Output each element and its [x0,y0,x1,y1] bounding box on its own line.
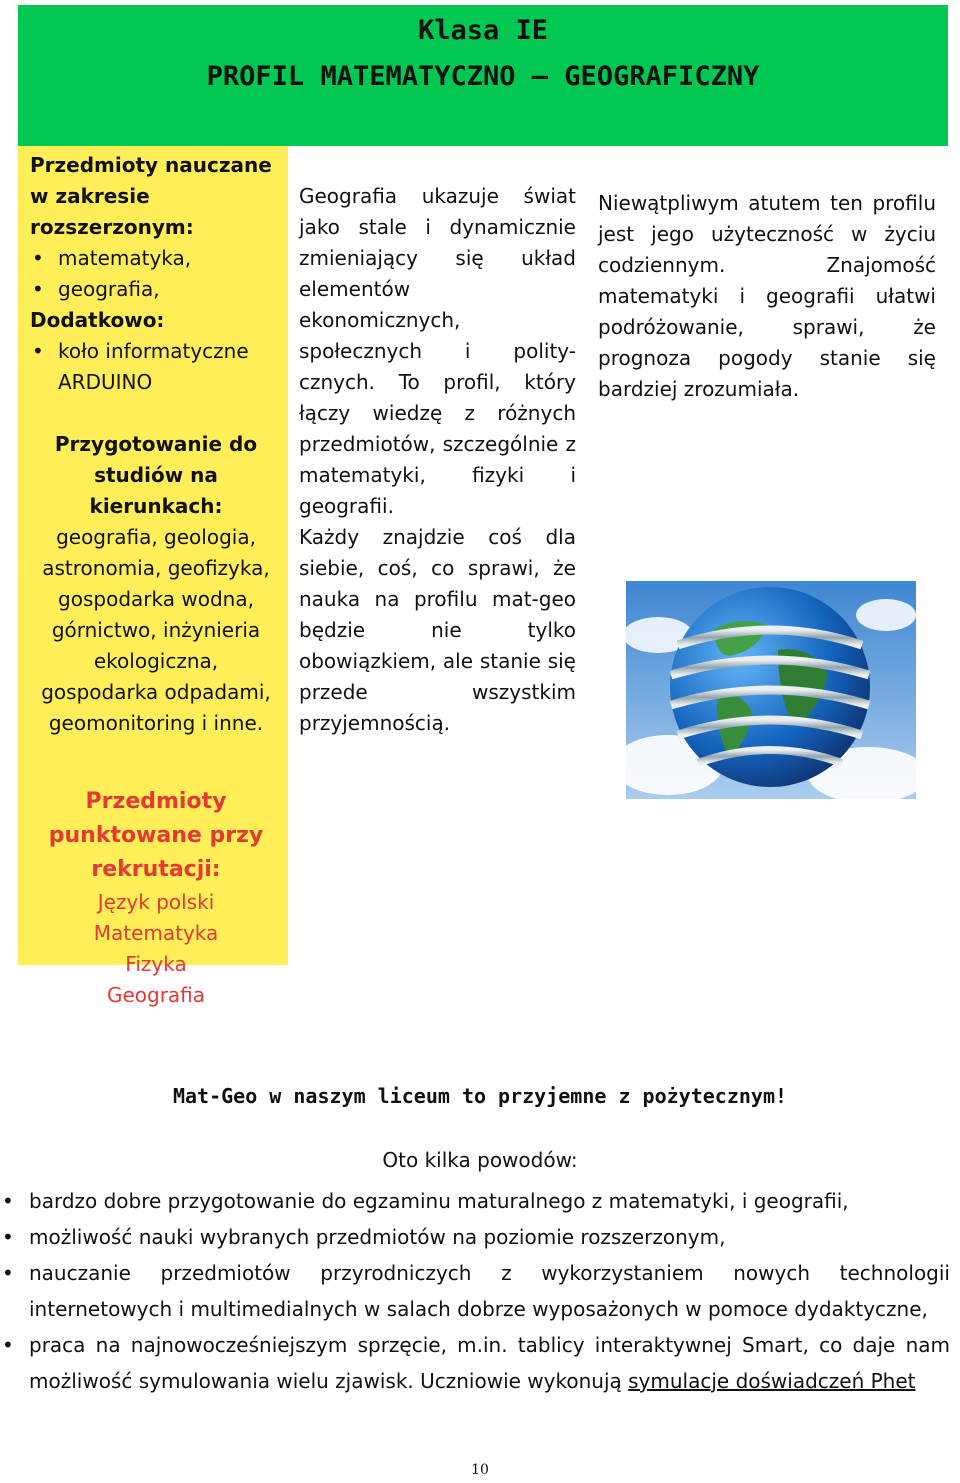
list-item [0,1327,950,1399]
recruit-heading-2: punktowane przy [48,823,264,848]
description-column [299,181,576,739]
class-title: Klasa IE [417,15,549,46]
recruit-subject: Język polski [97,890,215,914]
cloud-shape [856,599,916,631]
studies-item: górnictwo, inżynieria [51,618,261,642]
recruit-subject: Matematyka [93,921,219,945]
list-item: • możliwość nauki wybranych przedmiotów na poziomie rozszerzonym, [0,1219,950,1255]
sidebar-content [30,150,282,1011]
recruit-subject: Geografia [106,983,206,1007]
reasons-list [0,1183,950,1399]
studies-heading-1: Przygotowanie do [54,432,258,456]
advantage-column [598,188,936,405]
extra-item-line1: koło informatyczne [58,339,249,363]
list-item: • matematyka, [30,243,282,274]
recruit-heading-1: Przedmioty [85,789,227,814]
description-paragraph-1: Geografia ukazuje świat jako stale i dynamicznie zmieniający się układ elementów ekonomicznych, społecznych i polity-cznych. To profil, który łączy wiedzę z różnych przedmiotów, szczególnie z matematyki, fizyki i geografii. [299,184,576,518]
profile-title: PROFIL MATEMATYCZNO – GEOGRAFICZNY [206,61,760,92]
studies-item: geografia, geologia, [56,525,256,549]
extended-heading-1: Przedmioty nauczane [30,153,272,177]
studies-item: geomonitoring i inne. [48,711,264,735]
phet-link[interactable]: symulacje doświadczeń Phet [628,1369,916,1393]
extra-item-line2: ARDUINO [58,370,153,394]
extra-heading: Dodatkowo: [30,308,165,332]
studies-heading-2: studiów na kierunkach: [89,463,223,518]
list-item: • bardzo dobre przygotowanie do egzaminu maturalnego z matematyki, i geografii, [0,1183,950,1219]
reason4-text: praca na najnowocześniejszym sprzęcie, m.in. tablicy interaktywnej Smart, co daje nam możliwość symulowania wielu zjawisk. Uczniowie wykonują [29,1333,950,1393]
list-item: • nauczanie przedmiotów przyrodniczych z wykorzystaniem nowych technologii internetowych i multimedialnych w salach dobrze wyposażonych w pomoce dydaktyczne, [0,1255,950,1327]
extended-heading-2: w zakresie [30,184,150,208]
list-item [30,336,282,398]
header-banner [18,5,948,146]
reasons-heading: Oto kilka powodów: [382,1148,578,1172]
recruit-heading-3: rekrutacji: [91,857,221,882]
globe-image [618,575,920,807]
tagline: Mat-Geo w naszym liceum to przyjemne z pożytecznym! [172,1084,788,1108]
advantage-paragraph: Niewątpliwym atutem ten profilu jest jego użyteczność w życiu codziennym. Znajomość matematyki i geografii ułatwi podróżowanie, sprawi, że prognoza pogody stanie się bardziej zrozumiała. [598,191,936,401]
extra-list [30,336,282,398]
studies-item: astronomia, geofizyka, [42,556,270,580]
page-number: 10 [471,1462,489,1478]
extended-subjects-list [30,243,282,305]
description-paragraph-2: Każdy znajdzie coś dla siebie, coś, co sprawi, że nauka na profilu mat-geo będzie nie tylko obowiązkiem, ale stanie się przede wszystkim przyjemnością. [299,525,576,735]
studies-item: gospodarka odpadami, [41,680,271,704]
list-item: • geografia, [30,274,282,305]
extended-heading-3: rozszerzonym: [30,215,194,239]
studies-item: gospodarka wodna, [58,587,254,611]
recruit-subject: Fizyka [125,952,187,976]
studies-item: ekologiczna, [93,649,219,673]
